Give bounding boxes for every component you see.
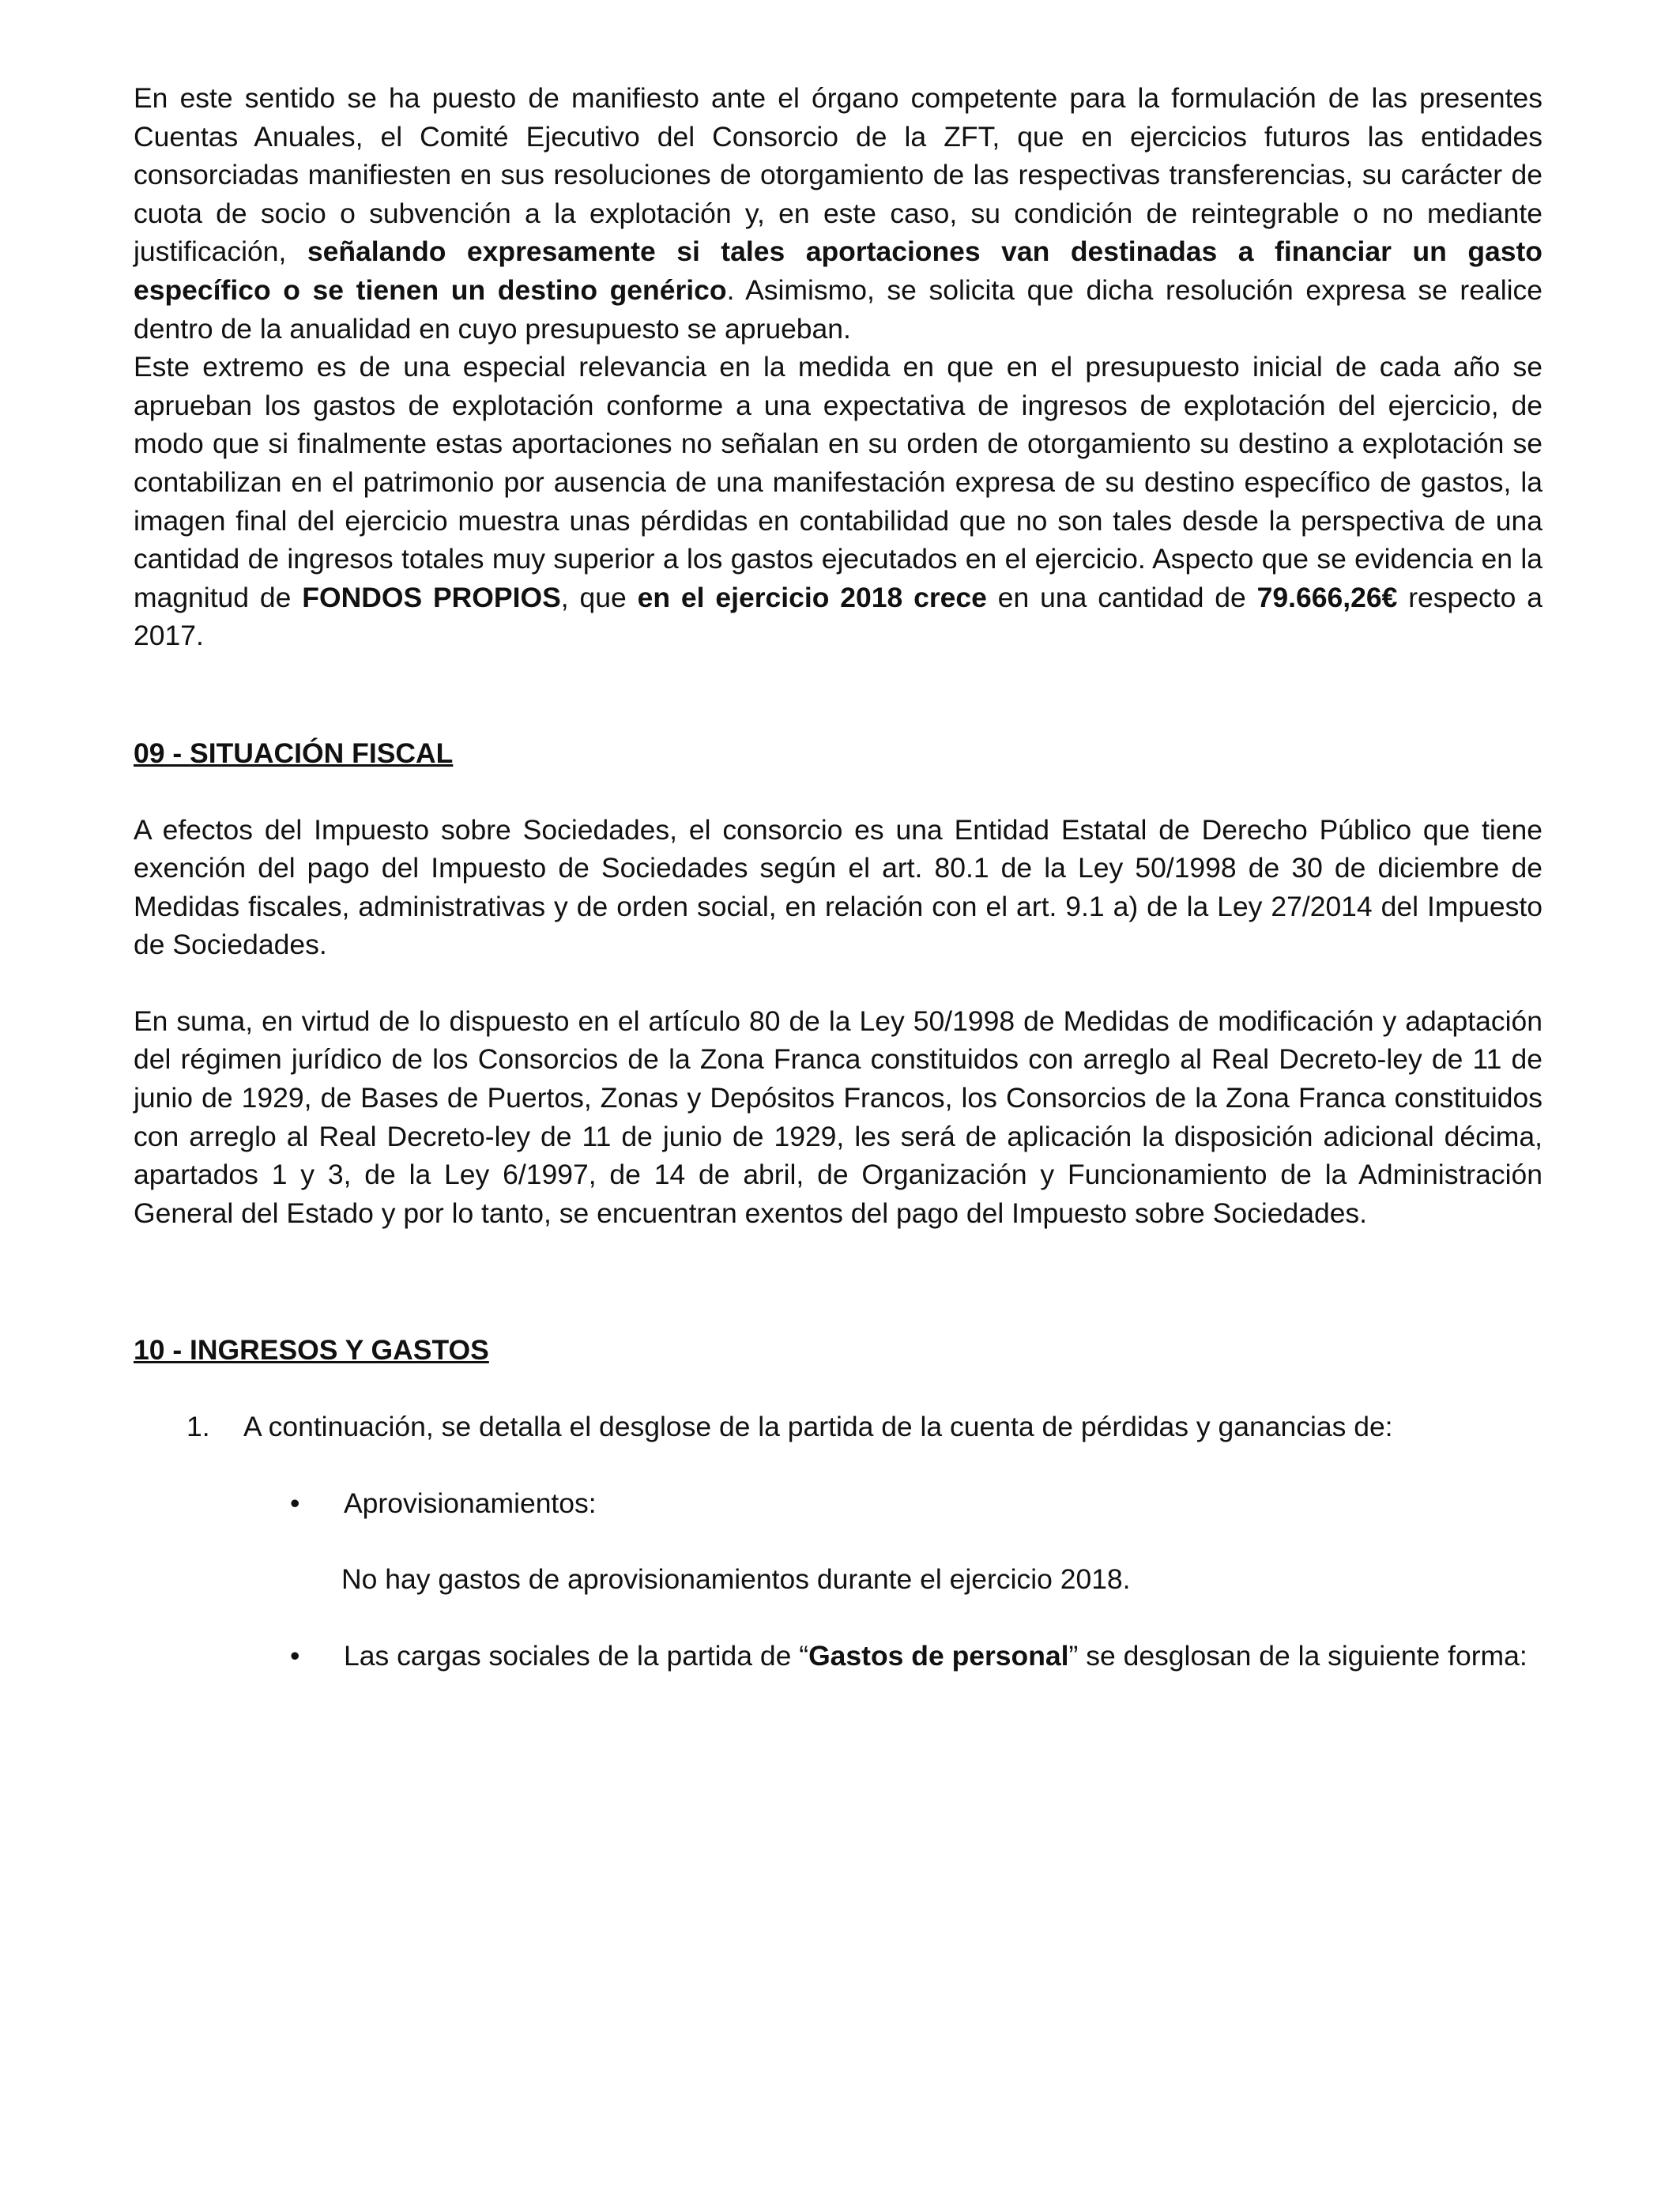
- section-heading-ingresos-gastos: 10 - INGRESOS Y GASTOS: [134, 1334, 489, 1367]
- paragraph-impuesto-sociedades: A efectos del Impuesto sobre Sociedades, el consorcio es una Entidad Estatal de Derecho Público que tiene exención del pago del Impuesto de Sociedades según el art. 80.1 de la Ley 50/1998 de 30 de diciembre de Medidas fiscales, administrativas y de orden social, en relación con el art. 9.1 a) de la Ley 27/2014 del Impuesto de Sociedades.: [134, 813, 1543, 961]
- text-run: Las cargas sociales de la partida de “: [344, 1639, 809, 1672]
- bold-text-run: en el ejercicio 2018 crece: [637, 581, 987, 613]
- text-run: . Asimismo, se solicita que dicha resolución expresa se realice dentro de la anualidad en cuyo presupuesto se aprueban.: [134, 273, 1543, 345]
- bullet-title: Aprovisionamientos:: [344, 1487, 597, 1519]
- bold-text-run: FONDOS PROPIOS: [302, 581, 561, 613]
- paragraph-aportaciones: [134, 79, 1543, 348]
- bullet-icon: •: [290, 1639, 300, 1672]
- text-run: , que: [560, 581, 638, 613]
- paragraph-relevancia: [134, 348, 1543, 655]
- section-heading-situacion-fiscal: 09 - SITUACIÓN FISCAL: [134, 737, 454, 769]
- paragraph-en-suma: En suma, en virtud de lo dispuesto en el artículo 80 de la Ley 50/1998 de Medidas de modificación y adaptación del régimen jurídico de los Consorcios de la Zona Franca constituidos con arreglo al Real Decreto-ley de 11 de junio de 1929, de Bases de Puertos, Zonas y Depósitos Francos, los Consorcios de la Zona Franca constituidos con arreglo al Real Decreto-ley de 11 de junio de 1929, les será de aplicación la disposición adicional décima, apartados 1 y 3, de la Ley 6/1997, de 14 de abril, de Organización y Funcionamiento de la Administración General del Estado y por lo tanto, se encuentran exentos del pago del Impuesto sobre Sociedades.: [134, 1005, 1543, 1229]
- text-run: en una cantidad de: [986, 581, 1257, 613]
- bold-text-run: Gastos de personal: [808, 1639, 1069, 1672]
- text-run: Este extremo es de una especial relevancia en la medida en que en el presupuesto inicial de cada año se aprueban los gastos de explotación conforme a una expectativa de ingresos de explotación del ejercicio, de modo que si finalmente estas aportaciones no señalan en su orden de otorgamiento su destino a explotación se contabilizan en el patrimonio por ausencia de una manifestación expresa de su destino específico de gastos, la imagen final del ejercicio muestra unas pérdidas en contabilidad que no son tales desde la perspectiva de una cantidad de ingresos totales muy superior a los gastos ejecutados en el ejercicio. Aspecto que se evidencia en la magnitud de: [134, 351, 1543, 613]
- bold-amount: 79.666,26€: [1256, 581, 1398, 613]
- list-number: 1.: [186, 1411, 210, 1443]
- bullet-detail: No hay gastos de aprovisionamientos durante el ejercicio 2018.: [341, 1563, 1131, 1596]
- text-run: respecto a 2017.: [134, 581, 1543, 652]
- document-page: [134, 79, 1543, 1675]
- bullet-icon: •: [290, 1487, 300, 1519]
- bold-text-run: señalando expresamente si tales aportaciones van destinadas a financiar un gasto específico o se tienen un destino genérico: [134, 236, 1543, 306]
- text-run: En este sentido se ha puesto de manifiesto ante el órgano competente para la formulación de las presentes Cuentas Anuales, el Comité Ejecutivo del Consorcio de la ZFT, que en ejercicios futuros las entidades consorciadas manifiesten en sus resoluciones de otorgamiento de las respectivas transferencias, su carácter de cuota de socio o subvención a la explotación y, en este caso, su condición de reintegrable o no mediante justificación,: [134, 82, 1543, 268]
- bullet-gastos-personal: [134, 1637, 1543, 1676]
- list-item-text: A continuación, se detalla el desglose de la partida de la cuenta de pérdidas y ganancias de:: [243, 1411, 1393, 1443]
- text-run: ” se desglosan de la siguiente forma:: [1068, 1639, 1527, 1672]
- bullet-aprovisionamientos: [134, 1484, 1543, 1523]
- numbered-list-item: [134, 1408, 1543, 1446]
